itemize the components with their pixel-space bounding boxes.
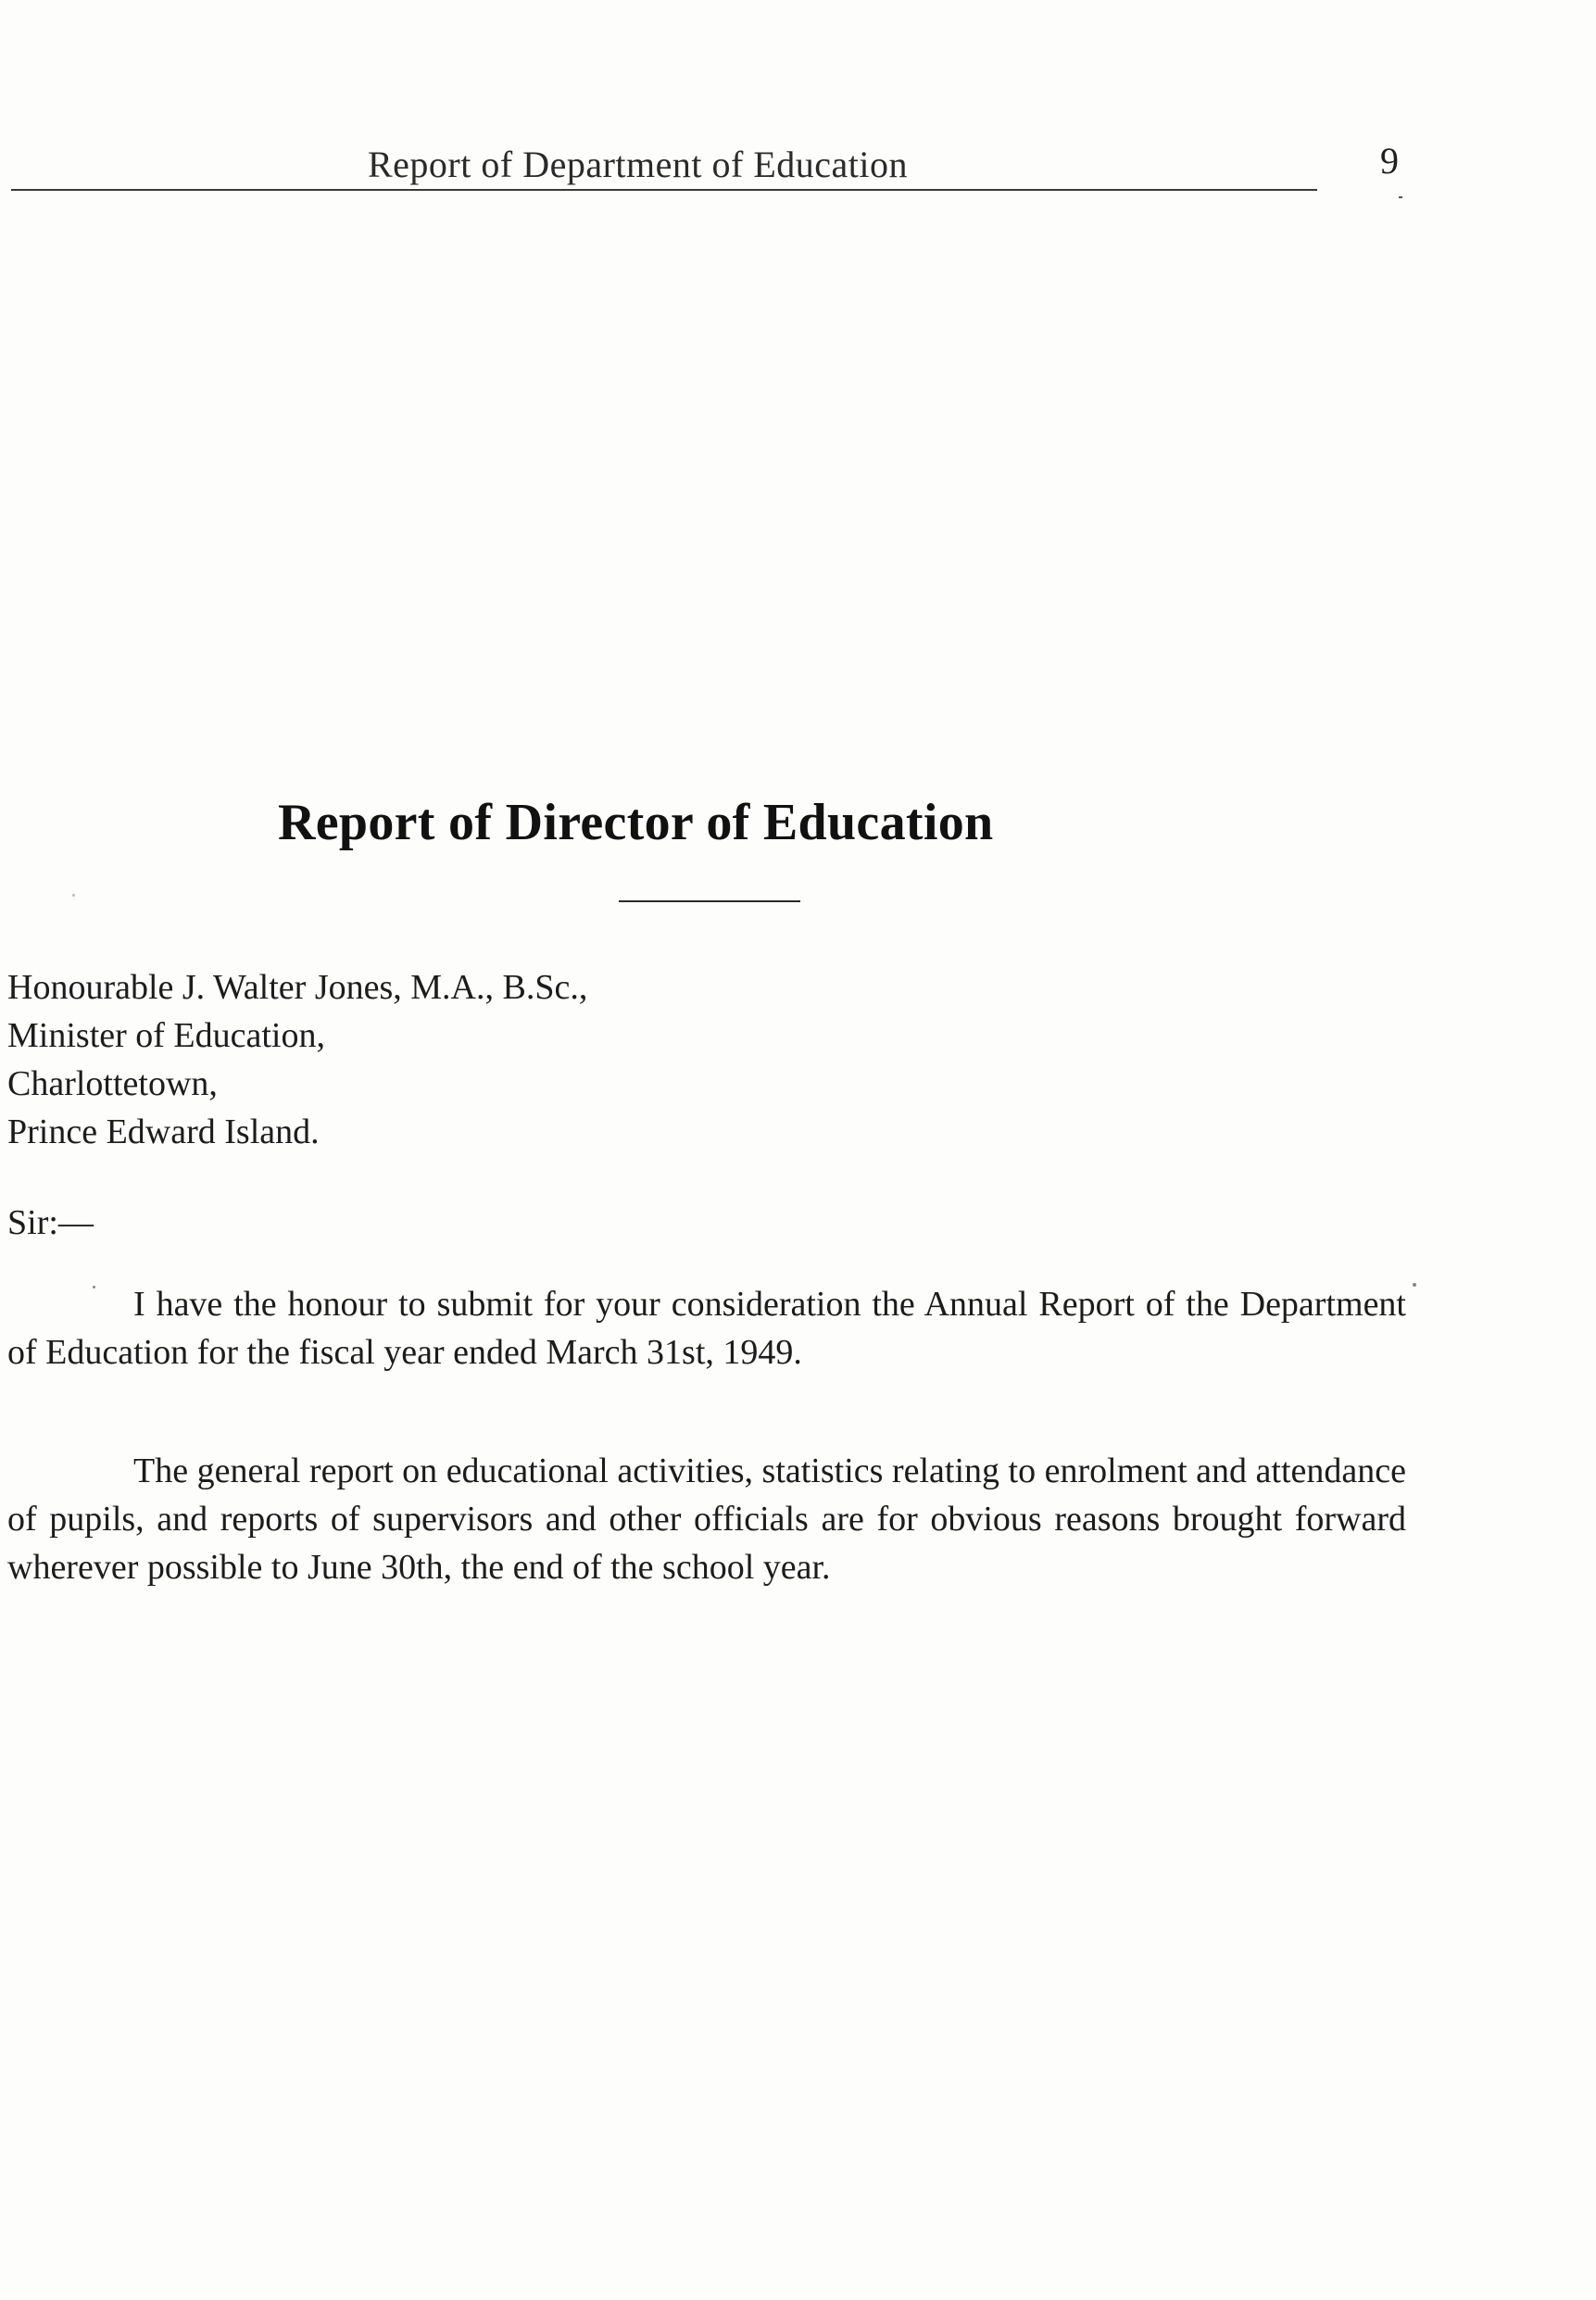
address-block — [7, 963, 587, 1156]
address-line: Charlottetown, — [7, 1064, 218, 1103]
page-title: Report of Director of Education — [278, 794, 994, 851]
scan-speck — [93, 1286, 95, 1288]
address-line: Prince Edward Island. — [7, 1112, 320, 1151]
body-paragraph: I have the honour to submit for your consideration the Annual Report of the Department of Education for the fiscal year ended March 31st, 1949. — [7, 1285, 1406, 1372]
address-line: Honourable J. Walter Jones, M.A., B.Sc., — [7, 968, 588, 1007]
running-title: Report of Department of Education — [368, 144, 908, 185]
running-header — [11, 139, 1326, 195]
page-number-mark — [1399, 196, 1402, 198]
title-rule — [619, 900, 800, 902]
header-rule — [11, 189, 1317, 191]
scan-speck — [1413, 1283, 1416, 1287]
address-line: Minister of Education, — [7, 1016, 325, 1055]
salutation: Sir:— — [7, 1203, 94, 1242]
scan-speck — [72, 894, 75, 897]
page-number: 9 — [1380, 140, 1399, 182]
body-paragraph: The general report on educational activities, statistics relating to enrolment and attendance of pupils, and reports of supervisors and other officials are for obvious reasons brought forward wherever possible to June 30th, the end of the school year. — [7, 1452, 1406, 1587]
